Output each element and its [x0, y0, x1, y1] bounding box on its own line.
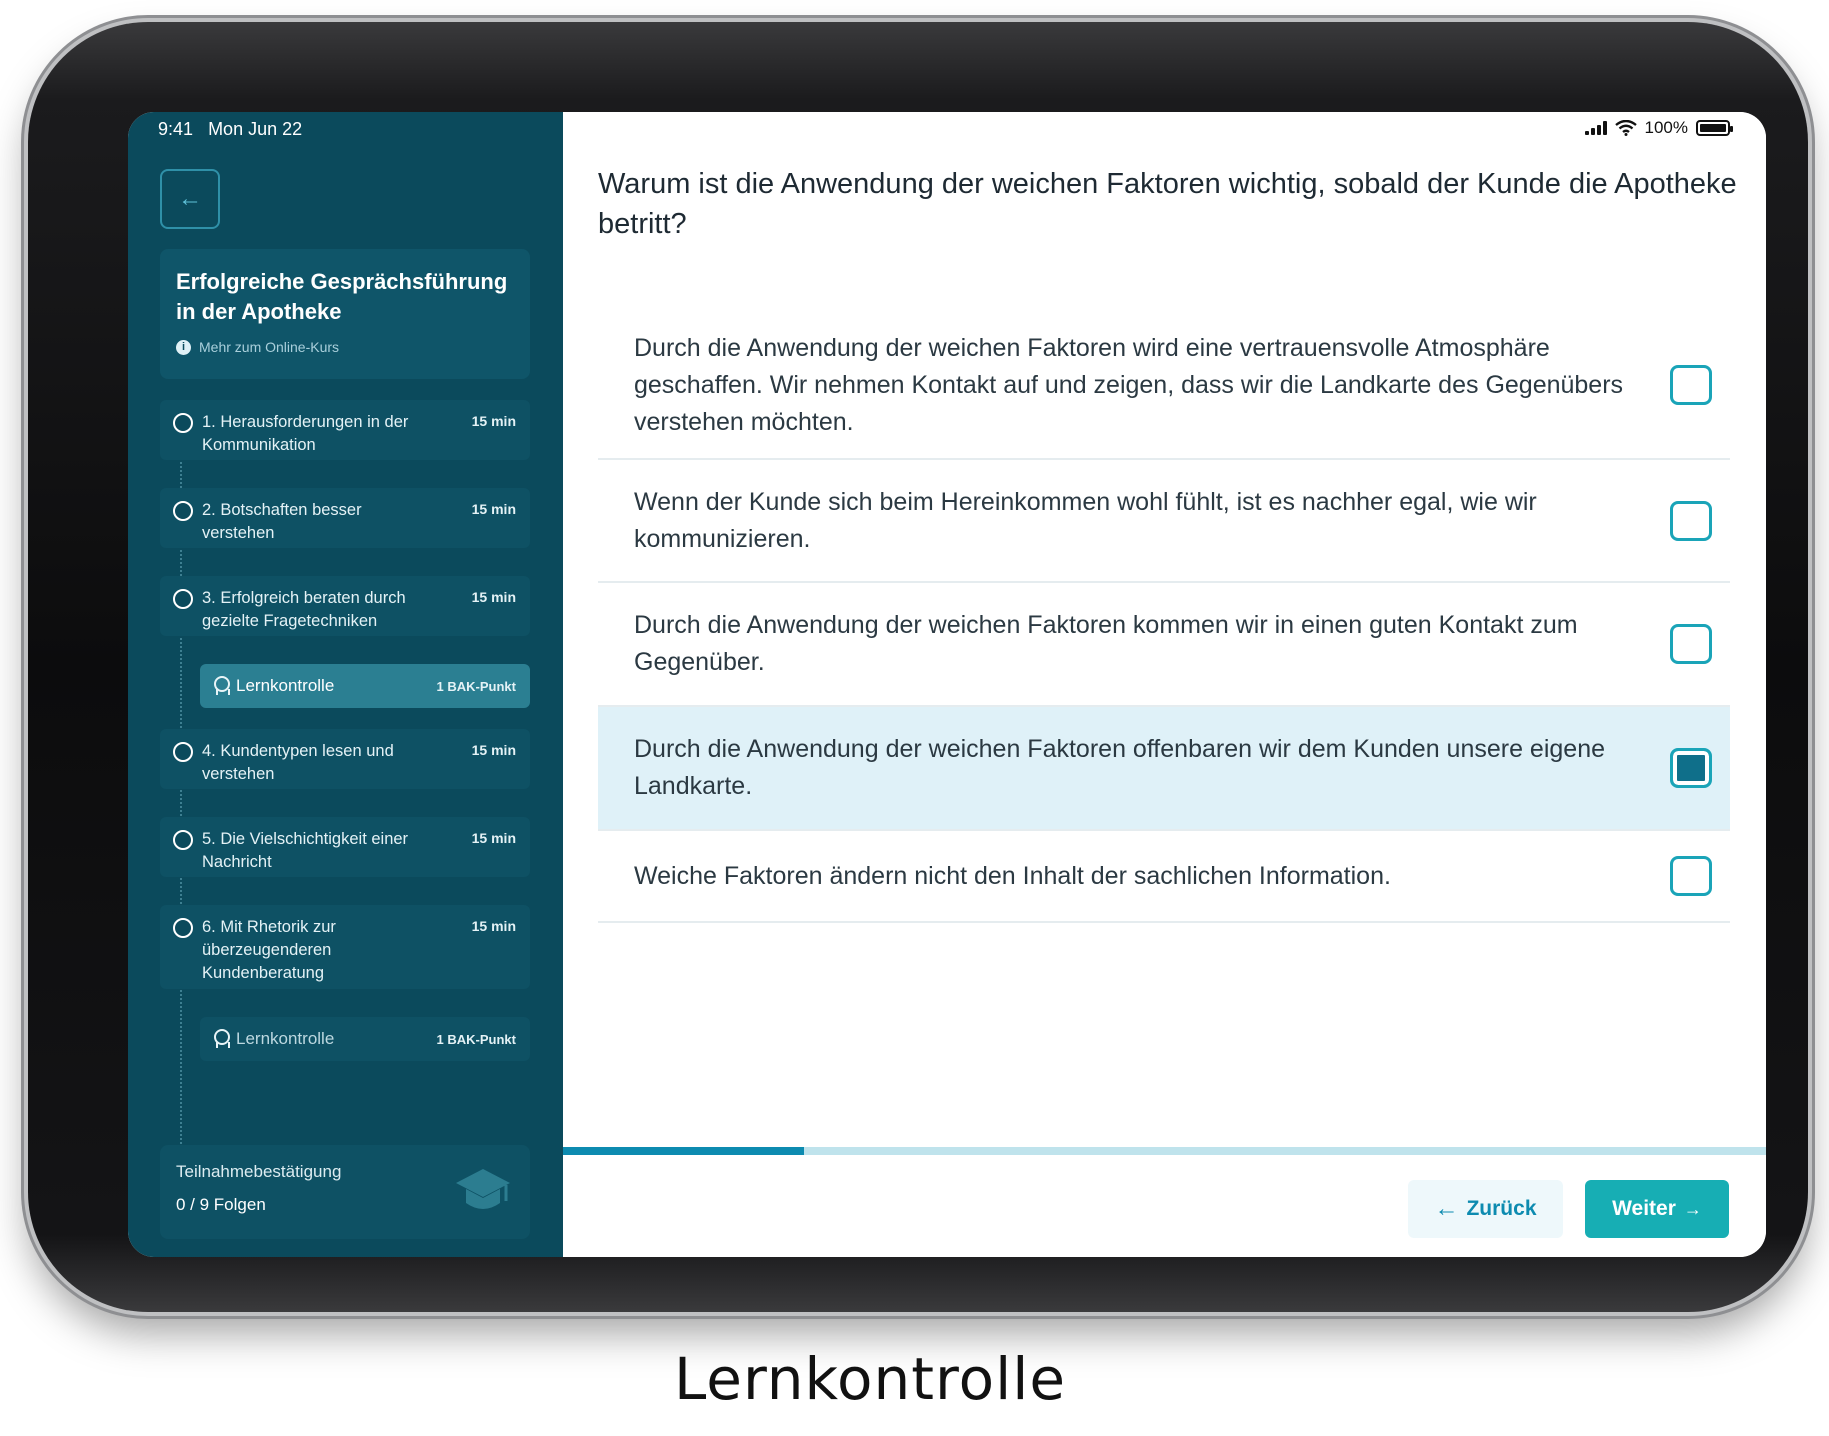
- certificate-title: Teilnahmebestätigung: [176, 1162, 342, 1181]
- module-label: 1. Herausforderungen in der Kommunikation: [202, 413, 409, 454]
- arrow-left-icon: ←: [1434, 1195, 1459, 1222]
- answer-text: Weiche Faktoren ändern nicht den Inhalt der sachlichen Information.: [634, 861, 1391, 890]
- module-duration: 15 min: [471, 413, 516, 429]
- module-label: 6. Mit Rhetorik zur überzeugenderen Kundenberatung: [202, 918, 336, 982]
- module-label: 3. Erfolgreich beraten durch gezielte Fragetechniken: [202, 589, 406, 630]
- answer-text: Durch die Anwendung der weichen Faktoren offenbaren wir dem Kunden unsere eigene Landkarte.: [634, 735, 1606, 800]
- arrow-right-icon: →: [1683, 1198, 1702, 1219]
- quiz-main: [563, 112, 1766, 1257]
- module-item[interactable]: [160, 905, 530, 989]
- module-duration: 15 min: [471, 830, 516, 846]
- quiz-points: 1 BAK-Punkt: [436, 678, 516, 694]
- battery-percent: 100%: [1644, 118, 1688, 137]
- module-label: 5. Die Vielschichtigkeit einer Nachricht: [202, 830, 409, 871]
- back-arrow-button[interactable]: [160, 169, 220, 229]
- arrow-left-icon: ←: [178, 185, 202, 212]
- module-item[interactable]: [160, 729, 530, 789]
- answer-option[interactable]: [598, 312, 1730, 460]
- answer-text: Durch die Anwendung der weichen Faktoren wird eine vertrauensvolle Atmosphäre geschaffen. Wir nehmen Kontakt auf und zeigen, dass wir die Landkarte des Gegenübers verstehen möchten.: [634, 333, 1624, 436]
- answer-checkbox[interactable]: [1670, 501, 1712, 541]
- module-label: 2. Botschaften besser verstehen: [202, 501, 362, 542]
- status-indicators: [1585, 118, 1730, 138]
- back-button-label: Zurück: [1466, 1197, 1537, 1220]
- question-text: Warum ist die Anwendung der weichen Faktoren wichtig, sobald der Kunde die Apotheke betritt?: [598, 168, 1737, 240]
- battery-icon: [1696, 120, 1730, 136]
- progress-bar: [563, 1147, 1766, 1155]
- module-status-circle-icon: [173, 830, 193, 850]
- quiz-item-active[interactable]: [200, 664, 530, 708]
- quiz-label: Lernkontrolle: [236, 1029, 335, 1048]
- award-icon: [212, 1028, 230, 1050]
- answer-text: Wenn der Kunde sich beim Hereinkommen wohl fühlt, ist es nachher egal, wie wir kommunizieren.: [634, 487, 1537, 553]
- answer-checkbox[interactable]: [1670, 365, 1712, 405]
- wifi-icon: [1615, 120, 1637, 136]
- progress-fill: [563, 1147, 804, 1155]
- course-title: Erfolgreiche Gesprächsführung in der Apotheke: [176, 269, 508, 324]
- episode-count: 0 / 9 Folgen: [176, 1195, 266, 1214]
- tablet-screen: [128, 112, 1766, 1257]
- answer-checkbox[interactable]: [1670, 624, 1712, 664]
- status-date: Mon Jun 22: [208, 119, 303, 139]
- next-button[interactable]: [1585, 1180, 1729, 1238]
- status-time: [158, 119, 302, 140]
- course-card: [160, 249, 530, 379]
- module-item[interactable]: [160, 488, 530, 548]
- more-course-label: Mehr zum Online-Kurs: [199, 339, 340, 355]
- module-item[interactable]: [160, 817, 530, 877]
- module-item[interactable]: [160, 400, 530, 460]
- module-status-circle-icon: [173, 742, 193, 762]
- image-caption: Lernkontrolle: [673, 1345, 1067, 1413]
- module-duration: 15 min: [471, 918, 516, 934]
- answer-text: Durch die Anwendung der weichen Faktoren kommen wir in einen guten Kontakt zum Gegenüber.: [634, 611, 1578, 676]
- answer-checkbox-checked[interactable]: [1670, 748, 1712, 788]
- module-status-circle-icon: [173, 589, 193, 609]
- cellular-signal-icon: [1585, 121, 1607, 135]
- quiz-points: 1 BAK-Punkt: [436, 1031, 516, 1047]
- module-item[interactable]: [160, 576, 530, 636]
- info-icon: i: [176, 340, 191, 355]
- module-status-circle-icon: [173, 501, 193, 521]
- graduation-cap-icon: [454, 1165, 512, 1217]
- quiz-label: Lernkontrolle: [236, 676, 335, 695]
- answer-option[interactable]: [598, 831, 1730, 923]
- next-button-label: Weiter: [1612, 1197, 1676, 1220]
- answer-option[interactable]: [598, 583, 1730, 707]
- module-duration: 15 min: [471, 742, 516, 758]
- module-duration: 15 min: [471, 589, 516, 605]
- more-course-link[interactable]: [176, 339, 514, 355]
- award-icon: [212, 675, 230, 697]
- status-clock: 9:41: [158, 119, 194, 139]
- certificate-card[interactable]: [160, 1145, 530, 1239]
- course-sidebar: [128, 112, 563, 1257]
- module-status-circle-icon: [173, 918, 193, 938]
- answer-option-selected[interactable]: [598, 707, 1730, 831]
- module-status-circle-icon: [173, 413, 193, 433]
- answer-checkbox[interactable]: [1670, 856, 1712, 896]
- tablet-frame: [28, 22, 1808, 1312]
- answer-list: [598, 312, 1730, 923]
- back-button[interactable]: [1408, 1180, 1563, 1238]
- module-label: 4. Kundentypen lesen und verstehen: [202, 742, 394, 783]
- answer-option[interactable]: [598, 460, 1730, 583]
- quiz-item[interactable]: [200, 1017, 530, 1061]
- module-duration: 15 min: [471, 501, 516, 517]
